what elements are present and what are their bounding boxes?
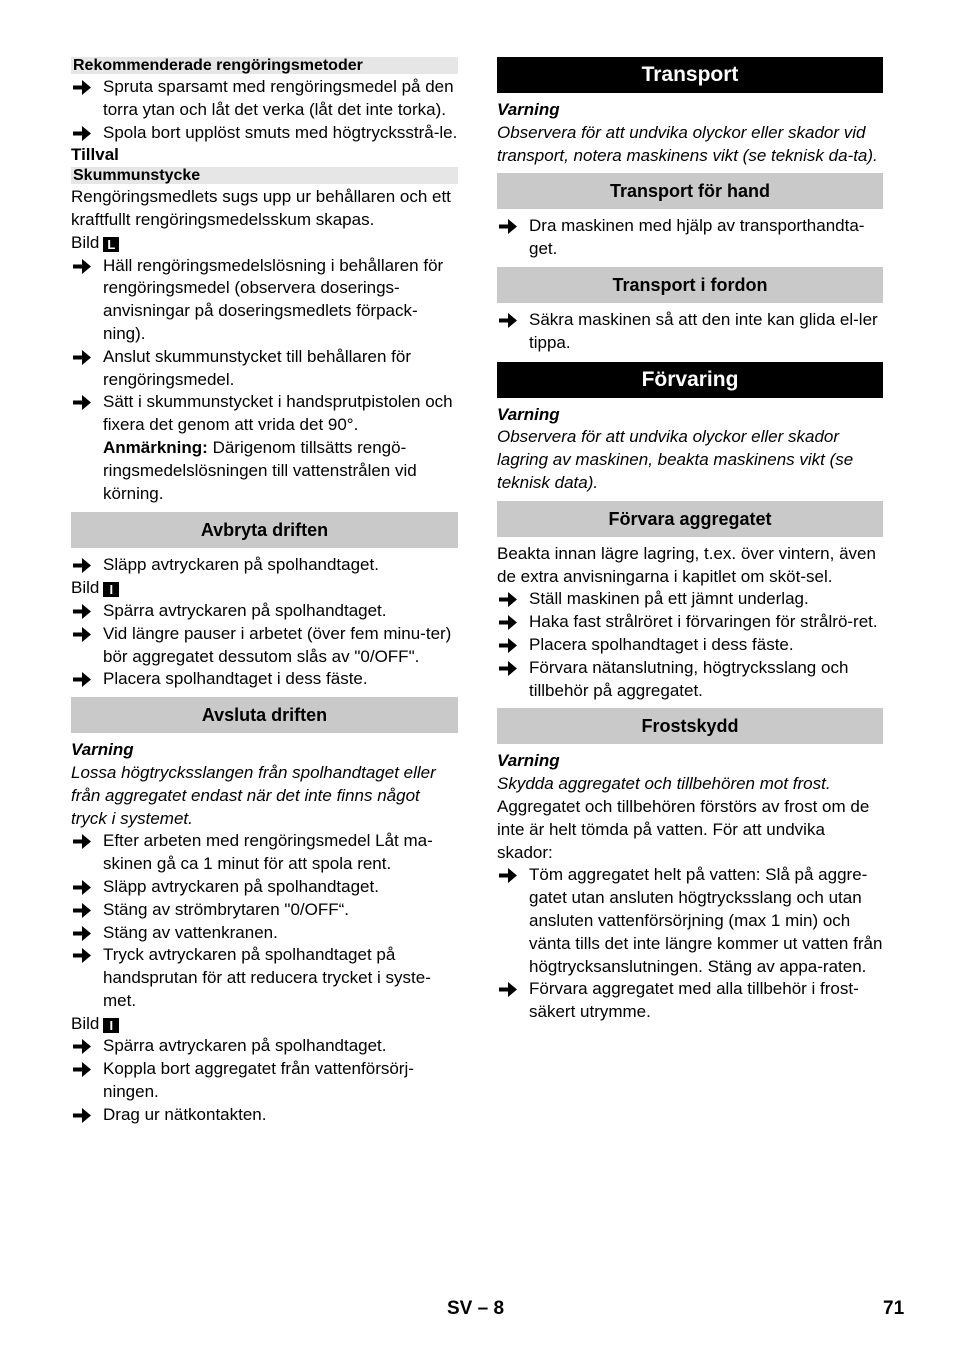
warning-text: Lossa högtrycksslangen från spolhandtaget eller från aggregatet endast när det inte finns något tryck i systemet. [71,762,436,828]
paragraph: Aggregatet och tillbehören förstörs av frost om de inte är helt tömda på vatten. För att undvika skador: [497,796,870,862]
figure-badge: L [103,237,119,252]
arrow-right-icon [499,868,517,883]
arrow-right-icon [73,126,91,141]
section-heading-avbryta: Avbryta driften [71,512,458,548]
arrow-right-icon [73,880,91,895]
arrow-right-icon [73,558,91,573]
section-heading-transport-fordon: Transport i fordon [497,267,883,303]
list-item: Koppla bort aggregatet från vattenförsörj-ningen. [71,1058,458,1104]
list-item: Förvara aggregatet med alla tillbehör i frost-säkert utrymme. [497,978,883,1024]
list-item: Stäng av vattenkranen. [71,922,458,945]
warning-text: Observera för att undvika olyckor eller skador vid transport, notera maskinens vikt (se teknisk da-ta). [497,122,878,165]
note-label: Anmärkning: [103,437,208,457]
section-heading-forvara-aggregatet: Förvara aggregatet [497,501,883,537]
section-heading-transport-hand: Transport för hand [497,173,883,209]
warning-title: Varning [497,100,560,119]
figure-reference: Bild I [71,1013,458,1036]
list-item: Töm aggregatet helt på vatten: Slå på aggre-gatet utan ansluten högtrycksslang och utan ansluten vattenförsörjning (max 1 min) och vänta tills det inte längre kommer ut vatten från högtrycksanslutningen. Stäng av appa-raten. [497,864,883,978]
left-column [71,57,458,1127]
list-item: Haka fast strålröret i förvaringen för strålrö-ret. [497,611,883,634]
list-item: Efter arbeten med rengöringsmedel Låt ma-skinen gå ca 1 minut för att spola rent. [71,830,458,876]
warning-text: Skydda aggregatet och tillbehören mot frost. [497,774,831,794]
warning-title: Varning [71,740,134,760]
list-item: Säkra maskinen så att den inte kan glida el-ler tippa. [497,309,883,355]
arrow-right-icon [73,672,91,687]
arrow-right-icon [73,926,91,941]
arrow-right-icon [73,604,91,619]
list-item: Spruta sparsamt med rengöringsmedel på den torra ytan och låt det verka (låt det inte torka). [71,76,458,122]
arrow-right-icon [499,592,517,607]
figure-reference: Bild I [71,577,458,600]
arrow-right-icon [499,313,517,328]
figure-badge: I [103,1018,119,1033]
arrow-right-icon [73,80,91,95]
warning-title: Varning [497,751,560,771]
paragraph: Rengöringsmedlets sugs upp ur behållaren och ett kraftfullt rengöringsmedelsskum skapas. [71,187,451,229]
chapter-heading-forvaring: Förvaring [497,362,883,398]
arrow-right-icon [499,982,517,997]
page-label: SV – 8 [447,1298,505,1319]
warning-text: Observera för att undvika olyckor eller skador lagring av maskinen, beakta maskinens vikt (se teknisk data). [497,427,854,492]
section-heading-skummunstycke: Skummunstycke [71,167,458,184]
arrow-right-icon [499,638,517,653]
section-heading-frostskydd: Frostskydd [497,708,883,744]
list-item: Stäng av strömbrytaren "0/OFF“. [71,899,458,922]
list-item: Vid längre pauser i arbetet (över fem minu-ter) bör aggregatet dessutom slås av "0/OFF". [71,623,458,669]
list-item: Spola bort upplöst smuts med högtrycksstrå-le. [71,122,458,145]
list-item: Släpp avtryckaren på spolhandtaget. [71,876,458,899]
arrow-right-icon [499,661,517,676]
list-item: Placera spolhandtaget i dess fäste. [497,634,883,657]
figure-reference: Bild L [71,232,458,255]
paragraph: Beakta innan lägre lagring, t.ex. över vintern, även de extra anvisningarna i kapitlet om sköt-sel. [497,543,876,586]
page-number: 71 [883,1298,905,1319]
arrow-right-icon [499,219,517,234]
section-heading-rekommenderade: Rekommenderade rengöringsmetoder [71,57,458,74]
right-column [497,57,883,1024]
arrow-right-icon [73,395,91,410]
warning-title: Varning [497,404,560,424]
arrow-right-icon [73,834,91,849]
chapter-heading-transport: Transport [497,57,883,93]
list-item: Drag ur nätkontakten. [71,1104,458,1127]
list-item: Förvara nätanslutning, högtrycksslang och tillbehör på aggregatet. [497,657,883,703]
section-heading-avsluta: Avsluta driften [71,697,458,733]
section-heading-tillval: Tillval [71,145,119,165]
list-item: Anslut skummunstycket till behållaren för rengöringsmedel. [71,346,458,392]
arrow-right-icon [73,350,91,365]
arrow-right-icon [73,903,91,918]
list-item: Spärra avtryckaren på spolhandtaget. [71,1035,458,1058]
arrow-right-icon [73,1039,91,1054]
arrow-right-icon [73,1062,91,1077]
list-item: Sätt i skummunstycket i handsprutpistolen och fixera det genom att vrida det 90°. Anmärkning: Därigenom tillsätts rengö-ringsmedelslösningen till vattenstrålen vid körning. [71,391,458,505]
list-item: Spärra avtryckaren på spolhandtaget. [71,600,458,623]
list-item: Ställ maskinen på ett jämnt underlag. [497,588,883,611]
list-item: Tryck avtryckaren på spolhandtaget på handsprutan för att reducera trycket i syste-met. [71,944,458,1012]
arrow-right-icon [499,615,517,630]
arrow-right-icon [73,1108,91,1123]
list-item: Dra maskinen med hjälp av transporthandta-get. [497,215,883,261]
figure-badge: I [103,582,119,597]
arrow-right-icon [73,948,91,963]
arrow-right-icon [73,259,91,274]
list-item: Släpp avtryckaren på spolhandtaget. [71,554,458,577]
list-item: Placera spolhandtaget i dess fäste. [71,668,458,691]
list-item: Häll rengöringsmedelslösning i behållaren för rengöringsmedel (observera doserings-anvisningar på doseringsmedlets förpack-ning). [71,255,458,346]
arrow-right-icon [73,627,91,642]
